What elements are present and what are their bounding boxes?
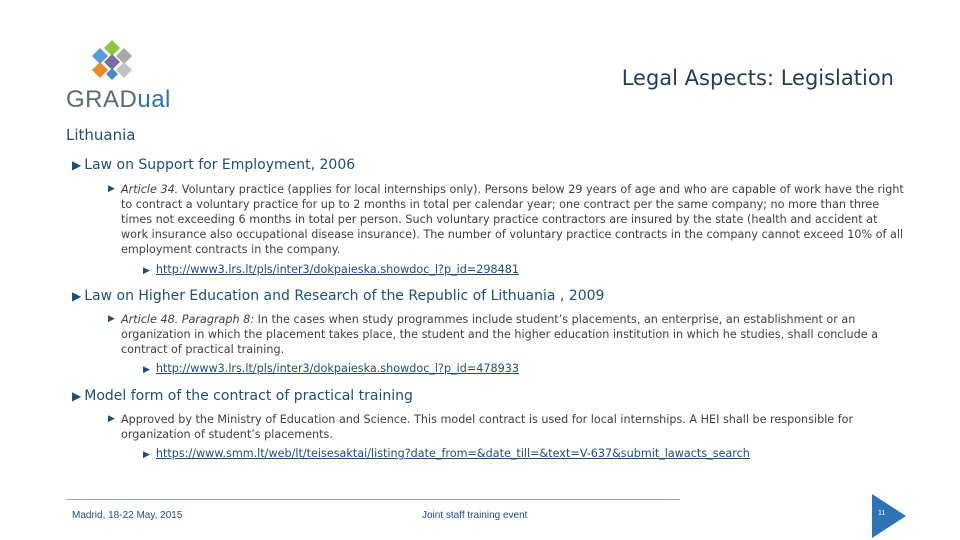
law-heading: Model form of the contract of practical training	[84, 388, 413, 404]
legislation-link[interactable]: http://www3.lrs.lt/pls/inter3/dokpaieska.showdoc_l?p_id=478933	[155, 362, 519, 375]
footer-divider	[66, 499, 680, 500]
bullet-model-contract	[72, 388, 413, 404]
footer-event-name: Joint staff training event	[422, 510, 528, 521]
bullet-arrow-icon: ▶	[143, 365, 150, 375]
article-ref: Article 34.	[121, 183, 179, 196]
link-bullet	[143, 263, 519, 276]
slide-title: Legal Aspects: Legislation	[621, 66, 894, 90]
page-number: 11	[878, 510, 886, 517]
sub-bullet-model-contract	[108, 412, 908, 442]
link-bullet	[143, 447, 750, 460]
sub-bullet-text	[108, 182, 908, 257]
sub-bullet-text	[108, 412, 908, 442]
article-body: Approved by the Ministry of Education and Science. This model contract is used for local internships. A HEI shall be responsible for organization of student’s placements.	[121, 413, 854, 441]
bullet-law-support-employment	[72, 157, 355, 173]
bullet-arrow-icon: ▶	[108, 184, 115, 194]
bullet-arrow-icon: ▶	[143, 266, 150, 276]
section-title: Lithuania	[66, 126, 136, 144]
logo-text-accent: ual	[137, 86, 171, 113]
bullet-arrow-icon: ▶	[72, 158, 82, 172]
sub-bullet-text	[108, 312, 908, 357]
link-bullet	[143, 362, 519, 375]
bullet-law-higher-education	[72, 288, 604, 304]
article-ref: Article 48. Paragraph 8:	[121, 313, 255, 326]
article-body: Voluntary practice (applies for local internships only). Persons below 29 years of age and who are capable of work have the right to contract a voluntary practice for up to 2 months in total per calendar year; one contract per the same company; no more than three times not exceeding 6 months in total per person. Such voluntary practice contractors are insured by the state (health and accident at work insurance also occupational disease insurance). The number of voluntary practice contracts in the company cannot exceed 10% of all employment contracts in the company.	[121, 183, 904, 256]
bullet-arrow-icon: ▶	[72, 389, 82, 403]
bullet-arrow-icon: ▶	[108, 314, 115, 324]
article-body: In the cases when study programmes include student’s placements, an enterprise, an establishment or an organization in which the placement takes place, the student and the higher education institution in which he studies, shall conclude a contract of practical training.	[121, 313, 879, 356]
logo-text-main: GRAD	[66, 86, 138, 113]
law-heading: Law on Support for Employment, 2006	[84, 157, 356, 173]
bullet-arrow-icon: ▶	[143, 450, 150, 460]
bullet-arrow-icon: ▶	[108, 414, 115, 424]
gradual-logo	[66, 40, 176, 112]
footer-location-date: Madrid, 18-22 May, 2015	[72, 510, 183, 521]
legislation-link[interactable]: https://www.smm.lt/web/lt/teisesaktai/listing?date_from=&date_till=&text=V-637&submit_lawacts_search	[155, 447, 750, 460]
sub-bullet-article-48	[108, 312, 908, 357]
bullet-arrow-icon: ▶	[72, 289, 82, 303]
logo-wordmark	[66, 86, 171, 114]
logo-diamond-icon	[84, 40, 140, 84]
sub-bullet-article-34	[108, 182, 908, 257]
law-heading: Law on Higher Education and Research of the Republic of Lithuania , 2009	[84, 288, 605, 304]
legislation-link[interactable]: http://www3.lrs.lt/pls/inter3/dokpaieska.showdoc_l?p_id=298481	[155, 263, 519, 276]
